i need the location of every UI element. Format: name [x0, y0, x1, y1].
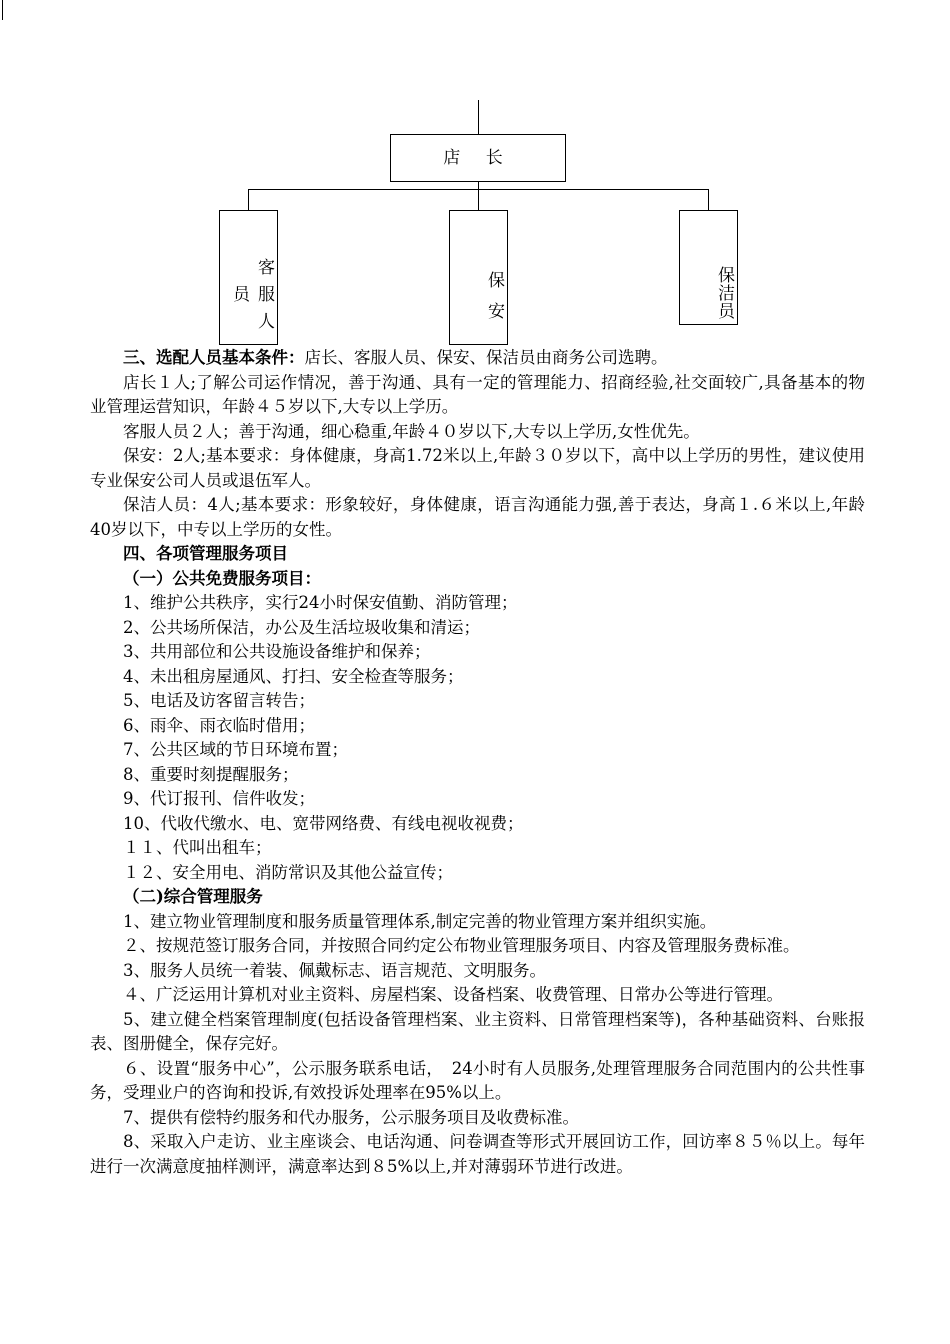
- document-body: [90, 346, 865, 1179]
- paragraph: 保安：2人;基本要求：身体健康，身高1.72米以上,年龄３０岁以下，高中以上学历的男性，建议使用专业保安公司人员或退伍军人。: [90, 446, 865, 490]
- connector-right-drop: [708, 189, 709, 211]
- paragraph: 8、采取入户走访、业主座谈会、电话沟通、问卷调查等形式开展回访工作，回访率８５％以上。每年进行一次满意度抽样测评，满意率达到８5%以上,并对薄弱环节进行改进。: [90, 1132, 865, 1176]
- paragraph: ６、设置“服务中心”，公示服务联系电话， 24小时有人员服务,处理管理服务合同范围内的公共性事务，受理业户的咨询和投诉,有效投诉处理率在95%以上。: [90, 1058, 865, 1102]
- paragraph: １１、代叫出租车；: [123, 838, 272, 857]
- paragraph: 7、公共区域的节日环境布置；: [123, 740, 348, 759]
- paragraph: 店长１人;了解公司运作情况，善于沟通、具有一定的管理能力、招商经验,社交面较广,具备基本的物业管理运营知识，年龄４５岁以下,大专以上学历。: [90, 372, 865, 416]
- org-box-cleaner-label: 保洁员: [714, 265, 734, 320]
- connector-left-drop: [248, 189, 249, 211]
- org-box-security-label: 保安: [484, 270, 504, 333]
- org-box-security: [449, 210, 508, 345]
- paragraph: ２、按规范签订服务合同，并按照合同约定公布物业管理服务项目、内容及管理服务费标准。: [123, 936, 800, 955]
- org-box-store-manager-label: 店 长: [443, 148, 513, 168]
- section-text: 店长、客服人员、保安、保洁员由商务公司选聘。: [304, 348, 668, 367]
- section-heading: 四、各项管理服务项目: [123, 544, 288, 563]
- paragraph: 9、代订报刊、信件收发；: [123, 789, 315, 808]
- org-chart: [0, 0, 950, 360]
- paragraph: 客服人员２人；善于沟通，细心稳重,年龄４０岁以下,大专以上学历,女性优先。: [123, 421, 700, 441]
- paragraph: １２、安全用电、消防常识及其他公益宣传；: [123, 862, 453, 882]
- org-box-cleaner: [679, 210, 738, 325]
- paragraph: 10、代收代缴水、电、宽带网络费、有线电视收视费；: [123, 813, 524, 833]
- paragraph: 7、提供有偿特约服务和代办服务，公示服务项目及收费标准。: [123, 1107, 579, 1127]
- paragraph: 8、重要时刻提醒服务；: [123, 764, 299, 784]
- paragraph: 3、服务人员统一着装、佩戴标志、语言规范、文明服务。: [123, 960, 546, 980]
- org-box-customer-service-label: 客服人员: [229, 258, 274, 339]
- paragraph: 5、建立健全档案管理制度(包括设备管理档案、业主资料、日常管理档案等)，各种基础资料、台账报表、图册健全，保存完好。: [90, 1009, 865, 1053]
- paragraph: ４、广泛运用计算机对业主资料、房屋档案、设备档案、收费管理、日常办公等进行管理。: [123, 985, 783, 1004]
- section-heading: （一）公共免费服务项目：: [123, 568, 321, 588]
- paragraph: 3、共用部位和公共设施设备维护和保养；: [123, 642, 431, 661]
- paragraph: 1、维护公共秩序，实行24小时保安值勤、消防管理；: [123, 593, 518, 612]
- paragraph: 6、雨伞、雨衣临时借用；: [123, 715, 315, 735]
- section-heading: （二)综合管理服务: [123, 887, 263, 906]
- paragraph: 2、公共场所保洁，办公及生活垃圾收集和清运；: [123, 617, 480, 637]
- paragraph: 4、未出租房屋通风、打扫、安全检查等服务；: [123, 666, 464, 686]
- paragraph: 保洁人员：4人;基本要求：形象较好，身体健康，语言沟通能力强,善于表达，身高１.６米以上,年龄40岁以下，中专以上学历的女性。: [90, 495, 865, 539]
- org-box-store-manager: [390, 134, 566, 182]
- connector-center-drop: [478, 182, 479, 211]
- section-heading: 三、选配人员基本条件：: [123, 348, 305, 367]
- section-paragraph: [90, 346, 865, 371]
- org-box-customer-service: [219, 210, 278, 345]
- paragraph: 5、电话及访客留言转告；: [123, 691, 315, 710]
- paragraph: 1、建立物业管理制度和服务质量管理体系,制定完善的物业管理方案并组织实施。: [123, 911, 717, 931]
